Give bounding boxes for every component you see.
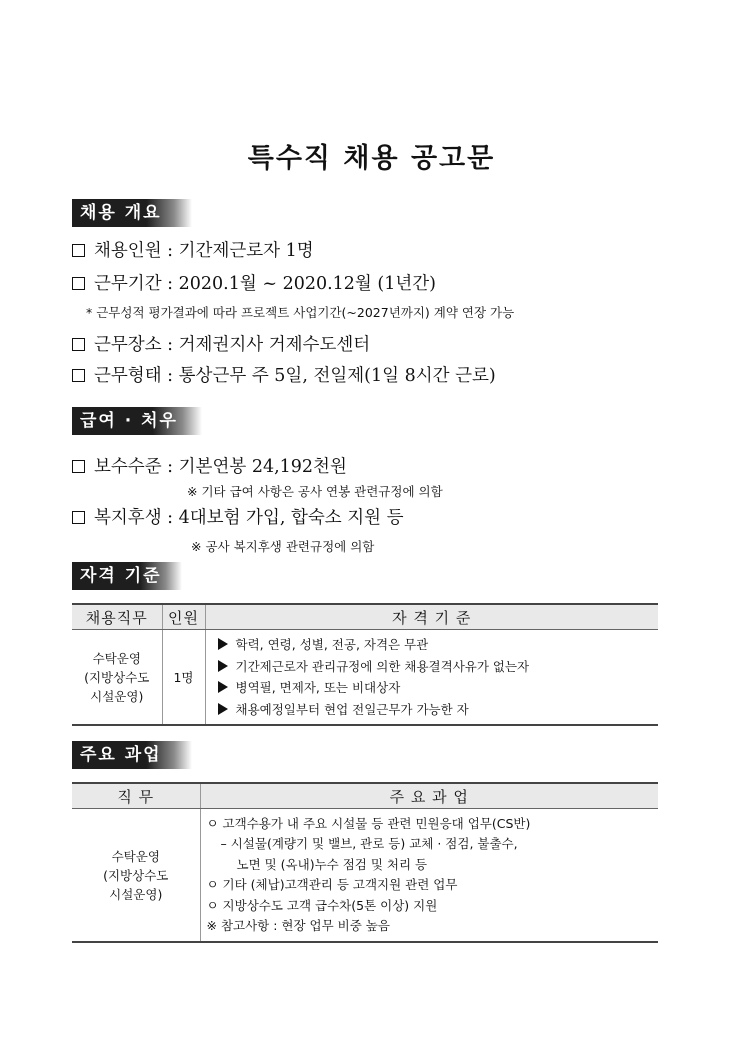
triangle-bullet-icon — [218, 638, 228, 650]
header-job: 채용직무 — [72, 604, 162, 630]
overview-item-period: 근무기간 : 2020.1월 ~ 2020.12월 (1년간) — [72, 270, 436, 295]
section-label-duties: 주요 과업 — [72, 741, 192, 769]
checkbox-square-icon — [72, 460, 85, 473]
overview-item-headcount: 채용인원 : 기간제근로자 1명 — [72, 237, 314, 262]
task-item: ㅇ 기타 (체납)고객관리 등 고객지원 관련 업무 — [206, 877, 458, 892]
qualification-job-cell: 수탁운영 (지방상수도 시설운영) — [72, 630, 162, 726]
checkbox-square-icon — [72, 338, 85, 351]
qualification-criteria-cell — [205, 630, 658, 726]
criteria-item: 학력, 연령, 성별, 전공, 자격은 무관 — [218, 634, 658, 656]
header-criteria: 자 격 기 준 — [205, 604, 658, 630]
header-duty-tasks: 주 요 과 업 — [200, 783, 658, 809]
triangle-bullet-icon — [218, 703, 228, 715]
triangle-bullet-icon — [218, 681, 228, 693]
checkbox-square-icon — [72, 244, 85, 257]
header-count: 인원 — [162, 604, 205, 630]
duties-tasks-cell — [200, 809, 658, 943]
task-note: ※ 참고사항 : 현장 업무 비중 높음 — [206, 918, 390, 933]
pay-note-salary: ※ 기타 급여 사항은 공사 연봉 관련규정에 의함 — [187, 484, 443, 499]
duties-job-cell: 수탁운영 (지방상수도 시설운영) — [72, 809, 200, 943]
section-label-overview: 채용 개요 — [72, 199, 192, 227]
task-subitem: 노면 및 (옥내)누수 점검 및 처리 등 — [236, 856, 428, 872]
pay-note-welfare: ※ 공사 복지후생 관련규정에 의함 — [191, 539, 375, 554]
checkbox-square-icon — [72, 277, 85, 290]
overview-item-location: 근무장소 : 거제권지사 거제수도센터 — [72, 331, 370, 356]
criteria-item: 병역필, 면제자, 또는 비대상자 — [218, 677, 658, 699]
overview-item-type: 근무형태 : 통상근무 주 5일, 전일제(1일 8시간 근로) — [72, 362, 496, 387]
header-duty-job: 직 무 — [72, 783, 200, 809]
section-label-qualification: 자격 기준 — [72, 562, 182, 590]
section-label-pay: 급여 · 처우 — [72, 407, 202, 435]
task-subitem: – 시설물(계량기 및 밸브, 관로 등) 교체 · 점검, 불출수, — [220, 836, 518, 851]
task-item: ㅇ 고객수용가 내 주요 시설물 등 관련 민원응대 업무(CS반) — [206, 815, 531, 831]
page-title: 특수직 채용 공고문 — [247, 143, 496, 174]
criteria-item: 기간제근로자 관리규정에 의한 채용결격사유가 없는자 — [218, 656, 658, 678]
checkbox-square-icon — [72, 511, 85, 524]
qualification-table — [72, 603, 658, 726]
pay-item-welfare: 복지후생 : 4대보험 가입, 합숙소 지원 등 — [72, 504, 404, 529]
task-item: ㅇ 지방상수도 고객 급수차(5톤 이상) 지원 — [206, 897, 438, 913]
pay-item-salary: 보수수준 : 기본연봉 24,192천원 — [72, 453, 347, 478]
checkbox-square-icon — [72, 369, 85, 382]
qualification-count-cell: 1명 — [162, 630, 205, 726]
overview-note: * 근무성적 평가결과에 따라 프로젝트 사업기간(~2027년까지) 계약 연장 가능 — [86, 305, 515, 320]
criteria-item: 채용예정일부터 현업 전일근무가 가능한 자 — [218, 699, 658, 721]
triangle-bullet-icon — [218, 660, 228, 672]
duties-table — [72, 782, 658, 943]
